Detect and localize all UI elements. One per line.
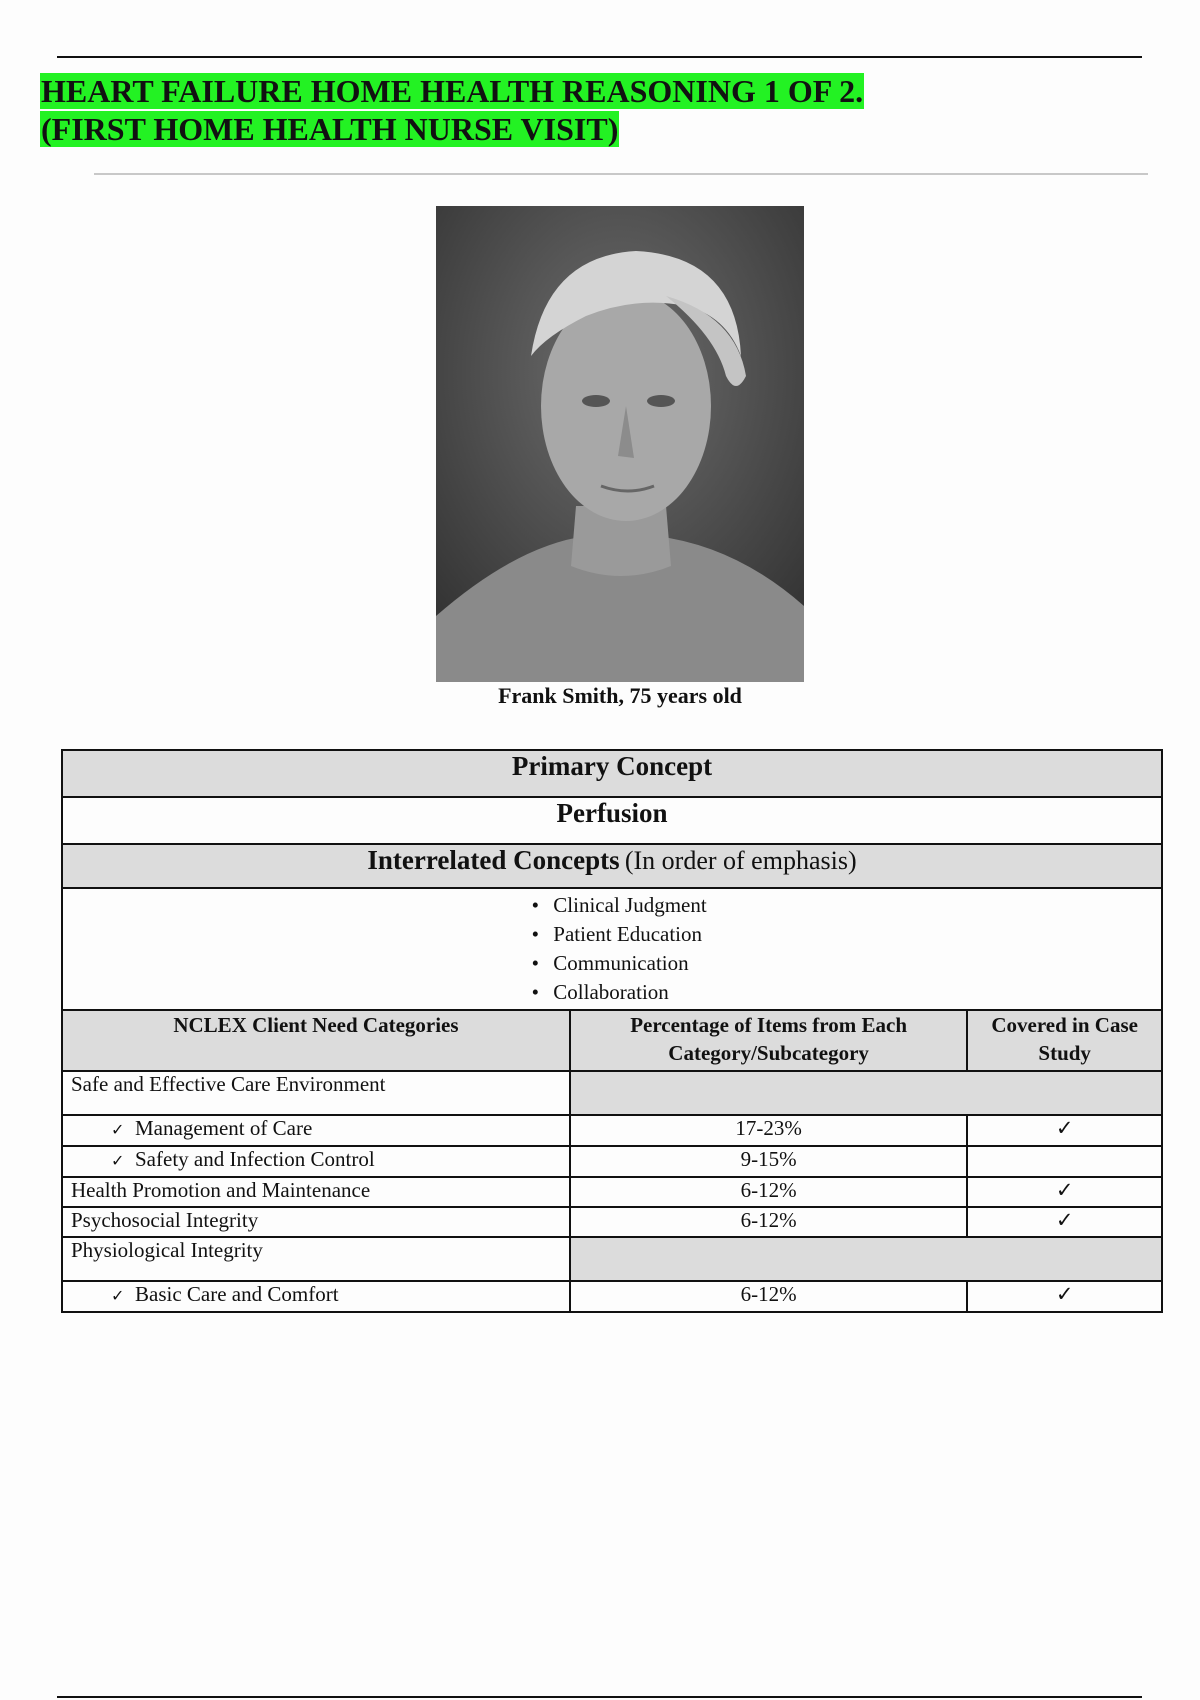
table-row xyxy=(62,1146,1162,1177)
document-title xyxy=(40,72,864,148)
list-item: • Patient Education xyxy=(531,922,703,946)
bottom-rule xyxy=(57,1696,1142,1698)
primary-concept-header-row xyxy=(62,750,1162,797)
percentage-value: 9-15% xyxy=(570,1146,967,1177)
table-row xyxy=(62,1115,1162,1146)
check-icon: ✓ xyxy=(111,1153,125,1170)
interrelated-concepts-note: (In order of emphasis) xyxy=(624,846,857,875)
concepts-table xyxy=(61,749,1163,1313)
column-header-percentage: Percentage of Items from Each Category/Subcategory xyxy=(570,1010,967,1071)
list-item: • Collaboration xyxy=(531,980,669,1004)
subcategory-name: Management of Care xyxy=(135,1116,313,1140)
photo-caption: Frank Smith, 75 years old xyxy=(498,683,742,708)
table-row xyxy=(62,1237,1162,1281)
table-row xyxy=(62,1071,1162,1115)
title-line-2: (FIRST HOME HEALTH NURSE VISIT) xyxy=(41,111,619,147)
patient-photo xyxy=(436,206,804,682)
title-divider xyxy=(94,173,1148,175)
check-icon: ✓ xyxy=(111,1288,125,1305)
subcategory-name: Safety and Infection Control xyxy=(135,1147,375,1171)
interrelated-concepts-heading: Interrelated Concepts xyxy=(367,845,620,875)
percentage-value: 6-12% xyxy=(570,1281,967,1312)
list-item: • Communication xyxy=(531,951,689,975)
table-row xyxy=(62,1207,1162,1237)
check-icon: ✓ xyxy=(111,1122,125,1139)
interrelated-concepts-header-row xyxy=(62,844,1162,888)
primary-concept-value-row xyxy=(62,797,1162,844)
category-name: Health Promotion and Maintenance xyxy=(62,1177,570,1207)
column-header-covered: Covered in Case Study xyxy=(967,1010,1162,1071)
subcategory-name: Basic Care and Comfort xyxy=(135,1282,339,1306)
nclex-header-row xyxy=(62,1010,1162,1071)
covered-check: ✓ xyxy=(967,1281,1162,1312)
covered-check: ✓ xyxy=(967,1115,1162,1146)
interrelated-concepts-list xyxy=(517,891,706,1007)
covered-check: ✓ xyxy=(967,1207,1162,1237)
covered-check: ✓ xyxy=(967,1177,1162,1207)
table-row xyxy=(62,1177,1162,1207)
covered-check xyxy=(967,1146,1162,1177)
title-line-1: HEART FAILURE HOME HEALTH REASONING 1 OF 2. xyxy=(41,73,864,109)
primary-concept-heading: Primary Concept xyxy=(511,751,713,781)
top-rule xyxy=(57,56,1142,58)
category-name: Physiological Integrity xyxy=(62,1237,570,1281)
percentage-value: 17-23% xyxy=(570,1115,967,1146)
primary-concept-value: Perfusion xyxy=(556,798,668,828)
category-name: Safe and Effective Care Environment xyxy=(62,1071,570,1115)
table-row xyxy=(62,1281,1162,1312)
list-item: • Clinical Judgment xyxy=(531,893,707,917)
category-name: Psychosocial Integrity xyxy=(62,1207,570,1237)
interrelated-concepts-list-row xyxy=(62,888,1162,1010)
column-header-category: NCLEX Client Need Categories xyxy=(62,1010,570,1071)
percentage-value: 6-12% xyxy=(570,1177,967,1207)
percentage-value: 6-12% xyxy=(570,1207,967,1237)
